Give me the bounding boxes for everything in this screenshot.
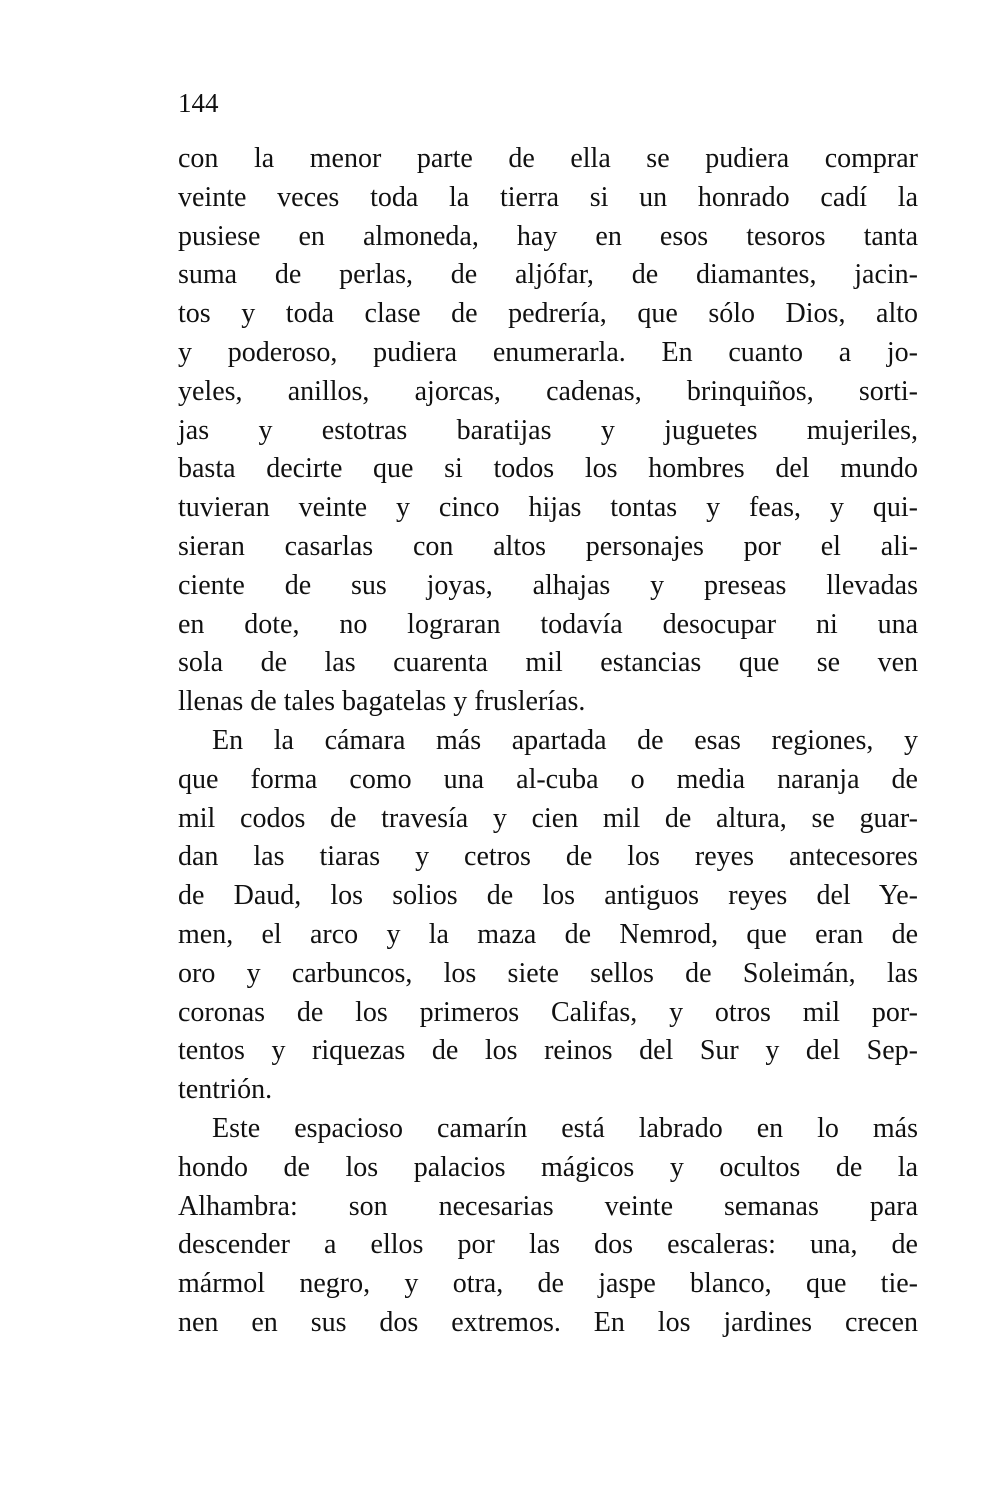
text-line: sola de las cuarenta mil estancias que se ven [178, 647, 918, 679]
body-text [178, 140, 918, 1343]
text-line: jas y estotras baratijas y juguetes mujeriles, [178, 414, 918, 446]
text-line: pusiese en almoneda, hay en esos tesoros tanta [178, 220, 918, 252]
page-number: 144 [178, 88, 219, 118]
text-line: con la menor parte de ella se pudiera comprar [178, 143, 918, 174]
text-line: mármol negro, y otra, de jaspe blanco, que tie- [178, 1268, 918, 1300]
text-line: dan las tiaras y cetros de los reyes antecesores [178, 841, 918, 873]
text-line: tos y toda clase de pedrería, que sólo Dios, alto [178, 298, 918, 330]
text-line: veinte veces toda la tierra si un honrado cadí la [178, 181, 918, 213]
text-line: coronas de los primeros Califas, y otros mil por- [178, 996, 918, 1028]
text-line: descender a ellos por las dos escaleras: una, de [178, 1229, 918, 1261]
text-line: mil codos de travesía y cien mil de altura, se guar- [178, 802, 918, 834]
text-line: que forma como una al-cuba o media naranja de [178, 763, 918, 795]
text-line: en dote, no lograran todavía desocupar ni una [178, 608, 918, 640]
text-line: y poderoso, pudiera enumerarla. En cuanto a jo- [178, 336, 918, 368]
text-line: Alhambra: son necesarias veinte semanas para [178, 1190, 918, 1222]
text-line: Este espacioso camarín está labrado en lo más [212, 1112, 918, 1144]
text-line: llenas de tales bagatelas y fruslerías. [178, 686, 586, 718]
text-line: sieran casarlas con altos personajes por el ali- [178, 530, 918, 562]
text-line: hondo de los palacios mágicos y ocultos de la [178, 1151, 918, 1183]
text-line: tentos y riquezas de los reinos del Sur y del Sep- [178, 1035, 918, 1067]
text-line: de Daud, los solios de los antiguos reyes del Ye- [178, 880, 918, 912]
text-line: tentrión. [178, 1074, 273, 1106]
text-line: men, el arco y la maza de Nemrod, que eran de [178, 918, 918, 950]
text-line: oro y carbuncos, los siete sellos de Soleimán, las [178, 957, 918, 989]
text-line: yeles, anillos, ajorcas, cadenas, brinquiños, sorti- [178, 375, 918, 407]
text-line: tuvieran veinte y cinco hijas tontas y feas, y qui- [178, 492, 918, 524]
text-line: ciente de sus joyas, alhajas y preseas llevadas [178, 569, 918, 601]
text-line: suma de perlas, de aljófar, de diamantes, jacin- [178, 259, 918, 291]
text-line: En la cámara más apartada de esas regiones, y [212, 724, 918, 756]
text-line: basta decirte que si todos los hombres del mundo [178, 453, 918, 485]
text-line: nen en sus dos extremos. En los jardines crecen [178, 1306, 918, 1338]
